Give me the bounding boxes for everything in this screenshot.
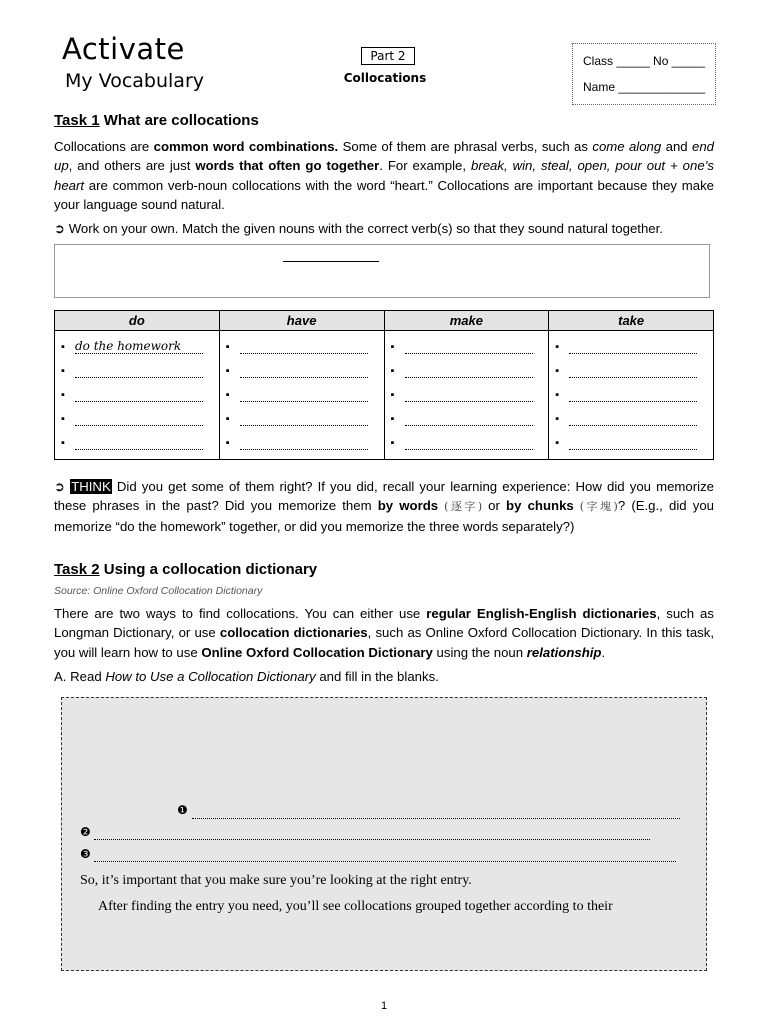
think-paragraph: ➲ THINK Did you get some of them right? If you did, recall your learning experience: How did you memorize these phrases in the past? Did you memorize them by words (逐字) or by chunks (字塊)? (E.g., did you memorize “do the homework” together, or did you memorize the three words separately?) <box>54 479 715 534</box>
fill-blank-1[interactable] <box>192 806 680 819</box>
topic-title: Collocations <box>343 71 427 85</box>
answer-example: do the homework <box>75 339 203 354</box>
task2-intro: There are two ways to find collocations. You can either use regular English-English dictionaries, such as Longman Dictionary, or use collocation dictionaries, such as Online Oxford Collocation Dictionary. In this task, you will learn how to use Online Oxford Collocation Dictionary using the noun relationship. <box>54 606 715 660</box>
table-row: ▪ ▪ ▪ ▪ <box>55 430 714 460</box>
source-line: Source: Online Oxford Collocation Dictionary <box>54 585 263 597</box>
table-header-have: have <box>219 311 384 331</box>
word-box-blank-line <box>283 261 379 262</box>
class-name-box <box>572 43 716 105</box>
answer-blank[interactable] <box>240 411 368 426</box>
answer-blank[interactable] <box>405 411 533 426</box>
class-no-field[interactable]: Class _____ No _____ <box>583 54 706 68</box>
collocation-table <box>54 310 714 460</box>
answer-blank[interactable] <box>569 411 697 426</box>
task1-heading <box>54 112 259 129</box>
noun-word-box <box>54 244 710 298</box>
answer-blank[interactable] <box>240 435 368 450</box>
task1-intro: Collocations are common word combinations. Some of them are phrasal verbs, such as come along and end up, and others are just words that often go together. For example, break, win, steal, open, pour out + one’s heart are common verb-noun collocations with the word “heart.” Collocations are important because they make your language sound natural. <box>54 139 714 213</box>
answer-blank[interactable] <box>569 363 697 378</box>
table-row: ▪ ▪ ▪ ▪ <box>55 406 714 430</box>
answer-blank[interactable] <box>569 339 697 354</box>
reading-text-line1: So, it’s important that you make sure you’re looking at the right entry. <box>80 873 472 888</box>
page-number: 1 <box>380 1000 388 1012</box>
answer-blank[interactable] <box>75 411 203 426</box>
name-field[interactable]: Name _____________ <box>583 80 706 94</box>
table-row: ▪ do the homework ▪ ▪ ▪ <box>55 331 714 359</box>
answer-blank[interactable] <box>75 435 203 450</box>
table-header-do: do <box>55 311 220 331</box>
answer-blank[interactable] <box>405 339 533 354</box>
answer-blank[interactable] <box>405 363 533 378</box>
blank-marker-3: ❸ <box>80 847 91 861</box>
part-label: Part 2 <box>361 47 415 65</box>
task2-title: Using a collocation dictionary <box>103 561 318 578</box>
logo-my-vocabulary: My Vocabulary <box>65 70 204 92</box>
task1-title: What are collocations <box>103 112 259 129</box>
fill-blank-2[interactable] <box>94 827 650 840</box>
answer-blank[interactable] <box>569 387 697 402</box>
think-badge: THINK <box>71 479 111 494</box>
answer-blank[interactable] <box>240 339 368 354</box>
table-header-take: take <box>549 311 714 331</box>
answer-blank[interactable] <box>405 435 533 450</box>
task1-label: Task 1 <box>54 112 100 129</box>
table-header-make: make <box>384 311 549 331</box>
answer-blank[interactable] <box>75 387 203 402</box>
blank-marker-1: ❶ <box>177 803 188 817</box>
answer-blank[interactable] <box>405 387 533 402</box>
logo-activate: Activate <box>62 32 185 66</box>
task1-instruction: ➲ Work on your own. Match the given nouns with the correct verb(s) so that they sound natural together. <box>54 221 663 236</box>
answer-blank[interactable] <box>240 363 368 378</box>
arrow-icon: ➲ <box>54 479 66 494</box>
answer-blank[interactable] <box>569 435 697 450</box>
task2-heading <box>54 561 317 578</box>
arrow-icon: ➲ <box>54 221 66 236</box>
table-row: ▪ ▪ ▪ ▪ <box>55 358 714 382</box>
task2-instruction-a: A. Read How to Use a Collocation Dictionary and fill in the blanks. <box>54 669 439 684</box>
blank-marker-2: ❷ <box>80 825 91 839</box>
answer-blank[interactable] <box>75 363 203 378</box>
answer-blank[interactable] <box>240 387 368 402</box>
fill-blank-3[interactable] <box>94 849 676 862</box>
reading-text-line2: After finding the entry you need, you’ll see collocations grouped together according to their <box>98 899 613 914</box>
table-row: ▪ ▪ ▪ ▪ <box>55 382 714 406</box>
task2-label: Task 2 <box>54 561 100 578</box>
